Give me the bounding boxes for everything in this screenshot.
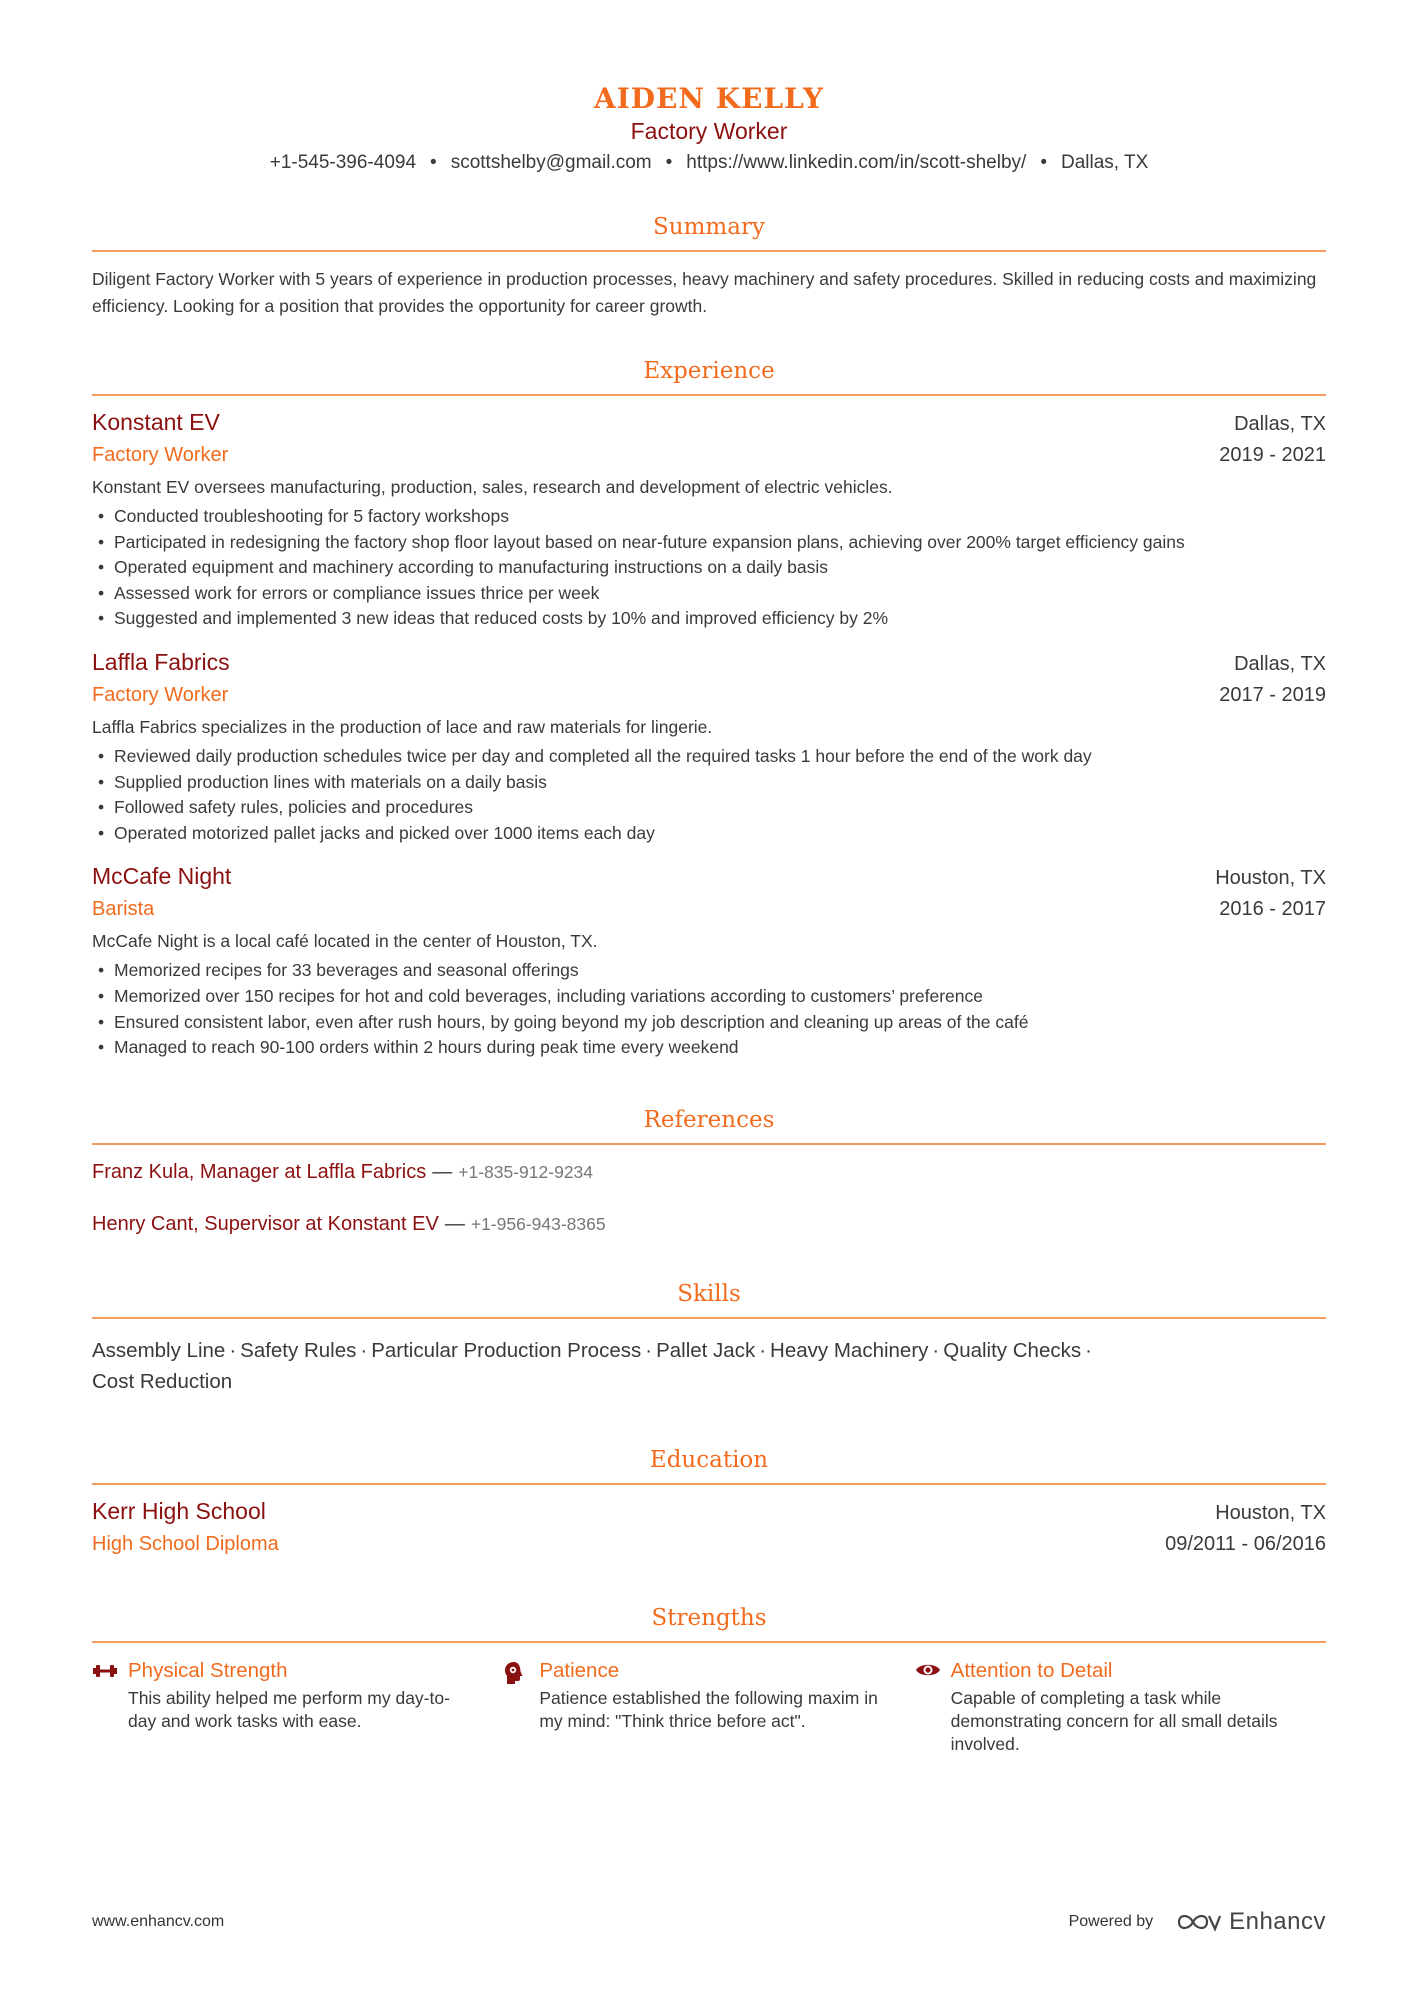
separator: • [1040, 152, 1047, 173]
job-dates: 2016 - 2017 [1219, 898, 1326, 921]
summary-text: Diligent Factory Worker with 5 years of experience in production processes, heavy machinery and safety procedures. Skilled in reducing costs and maximizing efficiency. Looking for a position that provides the opportunity for career growth. [92, 269, 1317, 316]
achievement-list [92, 744, 1326, 846]
candidate-name: AIDEN KELLY [593, 82, 825, 115]
company-description: Konstant EV oversees manufacturing, production, sales, research and development of electric vehicles. [92, 477, 893, 497]
linkedin-link[interactable]: https://www.linkedin.com/in/scott-shelby/ [686, 152, 1027, 173]
list-item: • Operated equipment and machinery according to manufacturing instructions on a daily basis [92, 555, 1326, 581]
strength-title: Physical Strength [128, 1658, 288, 1682]
skill-separator: · [645, 1338, 653, 1362]
dumbbell-icon [92, 1657, 128, 1756]
job-location: Dallas, TX [1234, 413, 1326, 435]
skill-separator: · [360, 1338, 368, 1362]
education-section [92, 1445, 1326, 1559]
list-item: • Managed to reach 90-100 orders within 2 hours during peak time every weekend [92, 1035, 1326, 1061]
list-item: • Participated in redesigning the factory shop floor layout based on near-future expansion plans, achieving over 200% target efficiency gains [92, 530, 1326, 556]
company-name: McCafe Night [92, 863, 232, 890]
job-role: Factory Worker [92, 683, 229, 706]
references-section [92, 1105, 1326, 1239]
company-description: Laffla Fabrics specializes in the production of lace and raw materials for lingerie. [92, 716, 713, 737]
strength-description: This ability helped me perform my day-to-day and work tasks with ease. [128, 1687, 450, 1731]
list-item: • Operated motorized pallet jacks and picked over 1000 items each day [92, 821, 1326, 847]
job-location: Houston, TX [1215, 867, 1326, 890]
skill-separator: · [229, 1338, 237, 1362]
reference-dash: — [432, 1160, 453, 1183]
enhancv-logo-icon [1175, 1910, 1221, 1934]
reference-item [92, 1157, 1326, 1187]
strength-title: Patience [539, 1658, 620, 1682]
enhancv-logo[interactable] [1175, 1908, 1326, 1936]
reference-phone[interactable]: +1-835-912-9234 [458, 1161, 594, 1182]
company-description: McCafe Night is a local café located in the center of Houston, TX. [92, 931, 598, 952]
page-footer [92, 1908, 1326, 1936]
skill-item: Assembly Line [92, 1338, 226, 1362]
skill-item: Cost Reduction [92, 1369, 233, 1393]
skill-separator: · [932, 1338, 940, 1362]
job-role: Barista [92, 898, 155, 921]
education-dates: 09/2011 - 06/2016 [1165, 1532, 1326, 1555]
skill-item: Safety Rules [240, 1338, 357, 1362]
experience-entry [92, 860, 1326, 1060]
skill-separator: · [759, 1338, 767, 1362]
strength-item [503, 1657, 914, 1756]
section-heading: Skills [92, 1279, 1326, 1319]
list-item: • Supplied production lines with materials on a daily basis [92, 770, 1326, 796]
candidate-title: Factory Worker [630, 118, 788, 144]
reference-item [92, 1209, 1326, 1239]
contact-line [92, 148, 1326, 178]
job-role: Factory Worker [92, 444, 229, 466]
skill-item: Quality Checks [943, 1338, 1082, 1362]
strength-description: Capable of completing a task while demonstrating concern for all small details involved. [950, 1687, 1278, 1754]
section-heading: Summary [92, 212, 1326, 252]
strength-item [92, 1657, 503, 1756]
list-item: • Followed safety rules, policies and procedures [92, 795, 1326, 821]
reference-dash: — [444, 1212, 465, 1235]
location: Dallas, TX [1060, 152, 1149, 173]
skill-separator: · [1085, 1338, 1092, 1362]
skills-list [92, 1335, 1192, 1397]
brand-name: Enhancv [1229, 1908, 1326, 1935]
school-name: Kerr High School [92, 1497, 266, 1524]
resume-page [92, 0, 1326, 1995]
job-dates: 2017 - 2019 [1219, 683, 1326, 706]
degree: High School Diploma [92, 1532, 279, 1555]
skill-item: Particular Production Process [371, 1338, 642, 1362]
separator: • [430, 152, 437, 173]
section-heading: References [92, 1105, 1326, 1145]
powered-by-label: Powered by [1068, 1913, 1154, 1930]
list-item: • Memorized recipes for 33 beverages and seasonal offerings [92, 958, 1326, 984]
separator: • [665, 152, 673, 173]
list-item: • Memorized over 150 recipes for hot and cold beverages, including variations according to customers’ preference [92, 984, 1326, 1010]
strengths-section [92, 1603, 1326, 1756]
skill-item: Heavy Machinery [770, 1338, 929, 1362]
achievement-list [92, 958, 1326, 1060]
experience-section [92, 356, 1326, 1061]
achievement-list [92, 504, 1326, 632]
job-dates: 2019 - 2021 [1219, 444, 1326, 466]
reference-name: Henry Cant, Supervisor at Konstant EV [92, 1212, 439, 1235]
section-heading: Education [92, 1445, 1326, 1485]
brain-head-icon [503, 1657, 539, 1756]
list-item: • Suggested and implemented 3 new ideas that reduced costs by 10% and improved efficiency by 2% [92, 606, 1326, 632]
section-heading: Strengths [92, 1603, 1326, 1643]
email[interactable]: scottshelby@gmail.com [450, 152, 652, 173]
skill-item: Pallet Jack [656, 1338, 756, 1362]
phone[interactable]: +1-545-396-4094 [269, 152, 417, 173]
list-item: • Reviewed daily production schedules twice per day and completed all the required tasks 1 hour before the end of the work day [92, 744, 1326, 770]
footer-url[interactable]: www.enhancv.com [92, 1913, 225, 1930]
school-location: Houston, TX [1215, 1501, 1326, 1524]
summary-section [92, 212, 1326, 320]
eye-icon [915, 1657, 951, 1756]
education-entry [92, 1495, 1326, 1559]
experience-entry [92, 646, 1326, 846]
company-name: Konstant EV [92, 409, 220, 435]
powered-by [1069, 1908, 1326, 1936]
section-heading: Experience [92, 356, 1326, 396]
reference-name: Franz Kula, Manager at Laffla Fabrics [92, 1160, 427, 1183]
company-name: Laffla Fabrics [92, 648, 230, 675]
resume-header [92, 0, 1326, 178]
experience-entry [92, 406, 1326, 632]
list-item: • Ensured consistent labor, even after rush hours, by going beyond my job description and cleaning up areas of the café [92, 1010, 1326, 1036]
list-item: • Conducted troubleshooting for 5 factory workshops [92, 504, 1326, 530]
reference-phone[interactable]: +1-956-943-8365 [470, 1213, 606, 1234]
list-item: • Assessed work for errors or compliance issues thrice per week [92, 581, 1326, 607]
strength-description: Patience established the following maxim in my mind: "Think thrice before act". [539, 1687, 878, 1731]
strength-title: Attention to Detail [950, 1658, 1113, 1682]
strength-item [915, 1657, 1326, 1756]
skills-section [92, 1279, 1326, 1397]
strengths-grid [92, 1657, 1326, 1756]
job-location: Dallas, TX [1234, 652, 1326, 675]
